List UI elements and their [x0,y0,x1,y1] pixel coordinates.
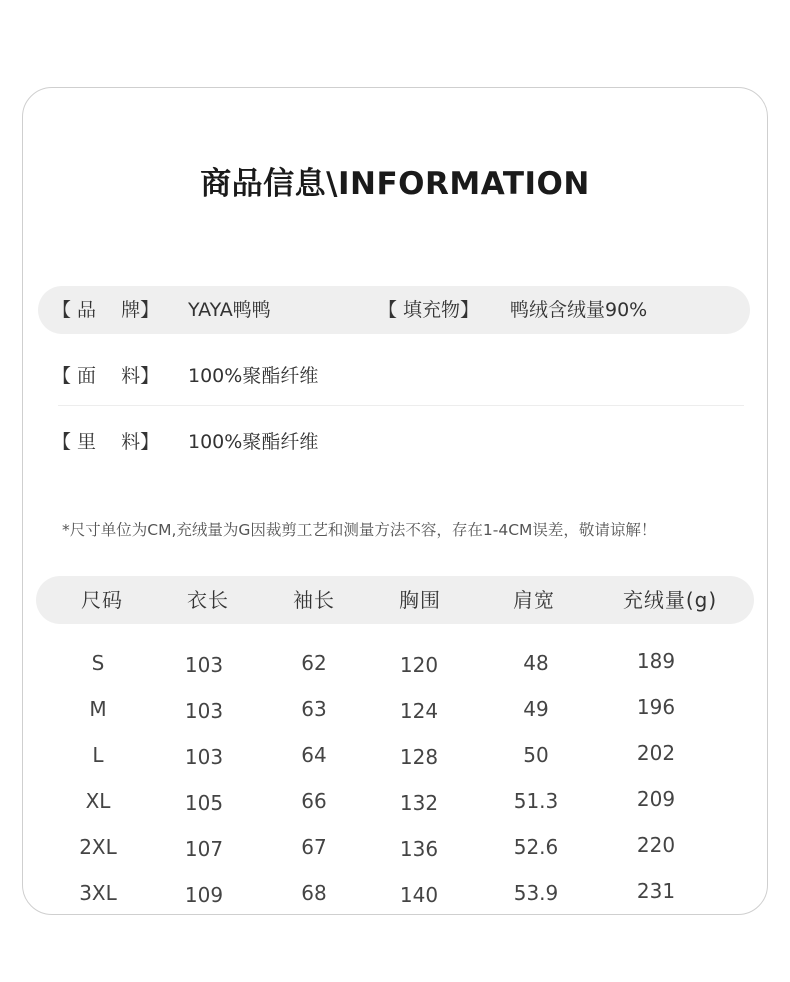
cell-down-weight: 196 [636,695,676,719]
cell-chest: 140 [399,883,439,907]
cell-chest: 128 [399,745,439,769]
cell-sleeve: 67 [301,835,327,859]
cell-length: 109 [184,883,224,907]
header-chest: 胸围 [399,588,441,612]
cell-length: 103 [184,699,224,723]
header-shoulder: 肩宽 [513,588,555,612]
filling-label: 【 填充物】 [378,299,480,321]
cell-shoulder: 51.3 [513,789,559,813]
cell-chest: 124 [399,699,439,723]
cell-size: S [91,651,105,675]
divider [58,405,744,406]
cell-shoulder: 48 [523,651,549,675]
cell-size: L [92,743,104,767]
cell-sleeve: 62 [301,651,327,675]
cell-chest: 132 [399,791,439,815]
header-size: 尺码 [81,588,123,612]
cell-chest: 120 [399,653,439,677]
cell-down-weight: 231 [636,879,676,903]
header-length: 衣长 [187,588,229,612]
lining-value: 100%聚酯纤维 [188,431,319,453]
page-title: 商品信息\INFORMATION [200,166,590,202]
cell-down-weight: 220 [636,833,676,857]
cell-down-weight: 209 [636,787,676,811]
cell-shoulder: 49 [523,697,549,721]
info-row-brand [38,286,750,334]
filling-value: 鸭绒含绒量90% [510,299,648,321]
cell-length: 103 [184,745,224,769]
cell-down-weight: 202 [636,741,676,765]
cell-sleeve: 63 [301,697,327,721]
cell-sleeve: 66 [301,789,327,813]
cell-shoulder: 53.9 [513,881,559,905]
cell-length: 107 [184,837,224,861]
cell-size: M [89,697,107,721]
cell-down-weight: 189 [636,649,676,673]
lining-label: 【 里 料】 [52,431,160,453]
cell-length: 105 [184,791,224,815]
cell-shoulder: 50 [523,743,549,767]
fabric-label: 【 面 料】 [52,365,160,387]
cell-size: 3XL [79,881,117,905]
cell-length: 103 [184,653,224,677]
measurement-note: *尺寸单位为CM,充绒量为G因裁剪工艺和测量方法不容，存在1-4CM误差，敬请谅解！ [62,521,657,539]
cell-sleeve: 64 [301,743,327,767]
cell-chest: 136 [399,837,439,861]
cell-shoulder: 52.6 [513,835,559,859]
info-row-lining [38,418,750,466]
fabric-value: 100%聚酯纤维 [188,365,319,387]
cell-size: XL [85,789,111,813]
brand-label: 【 品 牌】 [52,299,160,321]
cell-size: 2XL [79,835,117,859]
brand-value: YAYA鸭鸭 [188,299,271,321]
cell-sleeve: 68 [301,881,327,905]
header-down-weight: 充绒量(g) [622,588,718,612]
size-table-header [36,576,754,624]
info-row-fabric [38,352,750,400]
header-sleeve: 袖长 [293,588,335,612]
